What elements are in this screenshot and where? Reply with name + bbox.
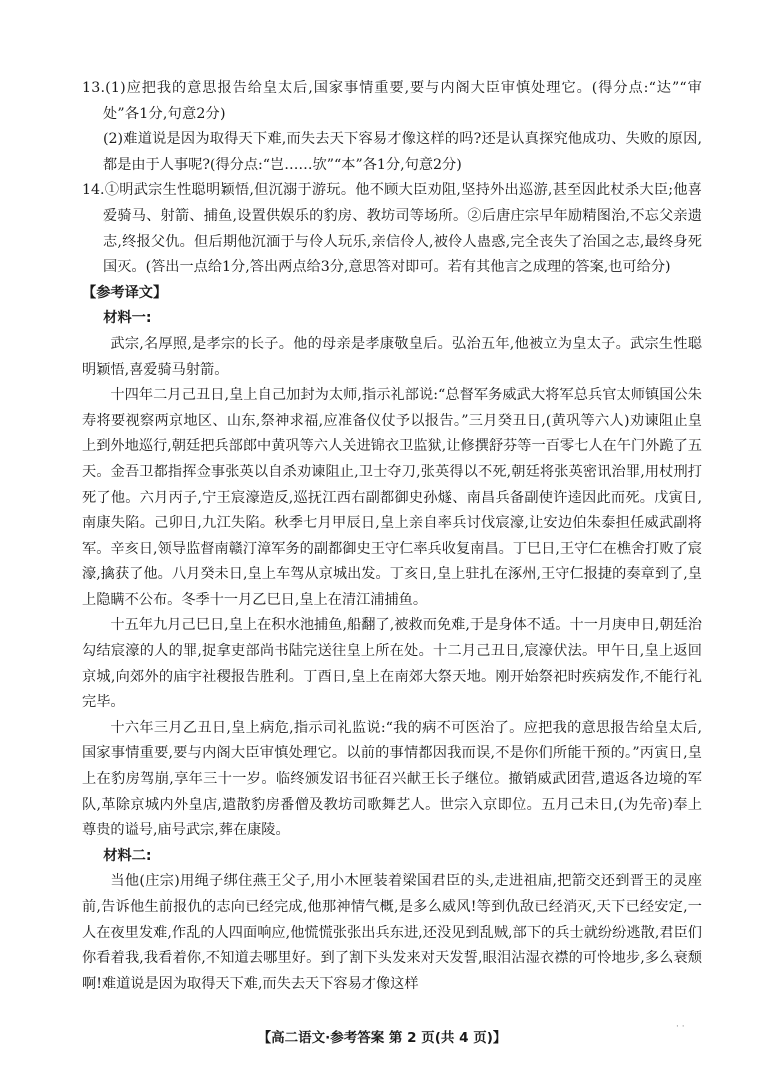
material-1-label: 材料一: [103,310,152,327]
material-1-paragraph-4: 十六年三月乙丑日,皇上病危,指示司礼监说:“我的病不可医治了。应把我的意思报告给皇太后,国家事情重要,要与内阁大臣审慎处理它。以前的事情都因我而误,不是你们所能干预的。”丙寅日,皇上在豹房驾崩,享年三十一岁。临终颁发诏书征召兴献王长子继位。撤销威武团营,遣返各边境的军队,革除京城内外皇店,遣散豹房番僧及教坊司歌舞艺人。世宗入京即位。五月己未日,(为先帝)奉上尊贵的谥号,庙号武宗,葬在康陵。 [82,719,702,839]
material-2-paragraph-1: 当他(庄宗)用绳子绑住燕王父子,用小木匣装着梁国君臣的头,走进祖庙,把箭交还到晋王的灵座前,告诉他生前报仇的志向已经完成,他那神情气概,是多么威风!等到仇敌已经消灭,天下已经安定,一人在夜里发难,作乱的人四面响应,他慌慌张张出兵东进,还没见到乱贼,部下的兵士就纷纷逃散,君臣们你看着我,我看着你,不知道去哪里好。到了割下头发来对天发誓,眼泪沾湿衣襟的可怜地步,多么衰颓啊!难道说是因为取得天下难,而失去天下容易才像这样 [82,873,702,992]
page-content [82,76,702,997]
material-1-paragraph-2: 十四年二月己丑日,皇上自己加封为太师,指示礼部说:“总督军务威武大将军总兵官太师镇国公朱寿将要视察两京地区、山东,祭神求福,应准备仪仗予以报告。”三月癸丑日,(黄巩等六人)劝谏阻止皇上到外地巡行,朝廷把兵部郎中黄巩等六人关进锦衣卫监狱,让修撰舒芬等一百零七人在午门外跪了五天。金吾卫都指挥佥事张英以自杀劝谏阻止,卫士夺刀,张英得以不死,朝廷将张英密讯治罪,用杖刑打死了他。六月丙子,宁王宸濠造反,巡抚江西右副都御史孙燧、南昌兵备副使许逵因此而死。戊寅日,南康失陷。己卯日,九江失陷。秋季七月甲辰日,皇上亲自率兵讨伐宸濠,让安边伯朱泰担任威武副将军。辛亥日,领导监督南赣汀漳军务的副都御史王守仁率兵收复南昌。丁巳日,王守仁在樵舍打败了宸濠,擒获了他。八月癸未日,皇上车驾从京城出发。丁亥日,皇上驻扎在涿州,王守仁报捷的奏章到了,皇上隐瞒不公布。冬季十一月乙巳日,皇上在清江浦捕鱼。 [82,387,702,608]
answer-13-1: 13.(1)应把我的意思报告给皇太后,国家事情重要,要与内阁大臣审慎处理它。(得分点:“达”“审处”各1分,句意2分) [82,80,702,122]
material-2-label: 材料二: [103,847,152,864]
page-footer: 【高二语文·参考答案 第 2 页(共 4 页)】 [257,1030,507,1046]
corner-mark: · · [676,1022,685,1032]
material-1-paragraph-3: 十五年九月己巳日,皇上在积水池捕鱼,船翻了,被救而免难,于是身体不适。十一月庚申日,朝廷治勾结宸濠的人的罪,捉拿吏部尚书陆完送往皇上所在处。十二月己丑日,宸濠伏法。甲午日,皇上返回京城,向郊外的庙宇社稷报告胜利。丁酉日,皇上在南郊大祭天地。刚开始祭祀时疾病发作,不能行礼完毕。 [82,617,702,711]
material-1-paragraph-1: 武宗,名厚照,是孝宗的长子。他的母亲是孝康敬皇后。弘治五年,他被立为皇太子。武宗生性聪明颖悟,喜爱骑马射箭。 [82,335,702,378]
translation-heading: 【参考译文】 [82,284,168,301]
answer-13-2: (2)难道说是因为取得天下难,而失去天下容易才像这样的吗?还是认真探究他成功、失败的原因,都是由于人事呢?(得分点:“岂……欤”“本”各1分,句意2分) [103,131,702,173]
answer-14: 14.①明武宗生性聪明颖悟,但沉溺于游玩。他不顾大臣劝阻,坚持外出巡游,甚至因此杖杀大臣;他喜爱骑马、射箭、捕鱼,设置供娱乐的豹房、教坊司等场所。②后唐庄宗早年励精图治,不忘父亲遗志,终报父仇。但后期他沉湎于与伶人玩乐,亲信伶人,被伶人蛊惑,完全丧失了治国之志,最终身死国灭。(答出一点给1分,答出两点给3分,意思答对即可。若有其他言之成理的答案,也可给分) [82,182,702,276]
